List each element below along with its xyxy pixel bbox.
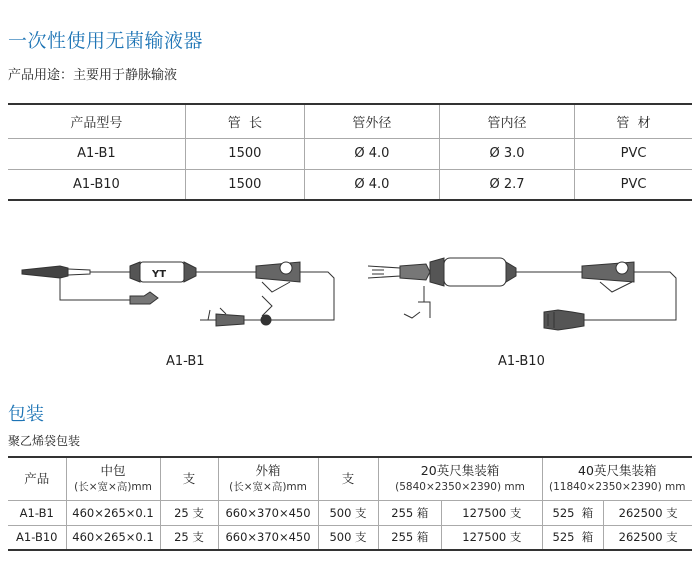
pack-cell: 660×370×450 xyxy=(218,525,318,550)
pack-header-c40 xyxy=(542,457,692,500)
spec-cell: Ø 2.7 xyxy=(439,169,574,200)
pack-cell: 460×265×0.1 xyxy=(66,500,160,525)
spec-header-length: 管 长 xyxy=(185,104,304,138)
figure-caption-right: A1-B10 xyxy=(498,354,545,369)
pack-header-inner-unit: (长×宽×高)mm xyxy=(74,480,152,493)
infusion-set-a1-b1-drawing xyxy=(22,262,334,326)
pack-cell: 25 支 xyxy=(160,525,218,550)
pack-header-pcs2: 支 xyxy=(318,457,378,500)
spec-header-material: 管 材 xyxy=(575,104,692,138)
packaging-header-row xyxy=(8,457,692,500)
pack-cell: 255 箱 xyxy=(378,500,442,525)
pack-cell: 660×370×450 xyxy=(218,500,318,525)
pack-cell: 255 箱 xyxy=(378,525,442,550)
pack-cell: 525 箱 xyxy=(542,500,604,525)
pack-header-outer-label: 外箱 xyxy=(255,462,281,478)
pack-cell: 262500 支 xyxy=(618,530,678,545)
spec-cell: PVC xyxy=(620,176,647,192)
spec-cell: A1-B10 xyxy=(8,169,185,200)
table-row xyxy=(8,500,692,525)
pack-header-outer xyxy=(218,457,318,500)
pack-header-pcs1: 支 xyxy=(160,457,218,500)
pack-cell: 25 支 xyxy=(160,500,218,525)
pack-header-c20-unit: (5840×2350×2390) mm xyxy=(395,480,525,493)
spec-cell: 1500 xyxy=(185,169,304,200)
pack-cell: 500 支 xyxy=(318,500,378,525)
pack-cell: A1-B10 xyxy=(8,525,66,550)
pack-header-outer-unit: (长×宽×高)mm xyxy=(229,480,307,493)
spec-cell: Ø 4.0 xyxy=(304,169,439,200)
pack-header-product: 产品 xyxy=(8,457,66,500)
pack-header-c20 xyxy=(378,457,542,500)
spec-header-od: 管外径 xyxy=(304,104,439,138)
pack-cell: 525 箱 xyxy=(542,525,604,550)
spec-cell: PVC xyxy=(575,138,692,169)
pack-header-c40-label: 40英尺集装箱 xyxy=(578,462,657,478)
spec-cell: A1-B1 xyxy=(8,138,185,169)
pack-cell: 262500 支 xyxy=(604,500,692,525)
spec-cell: Ø 4.0 xyxy=(304,138,439,169)
figure-caption-left: A1-B1 xyxy=(166,354,205,369)
spec-header-model: 产品型号 xyxy=(8,104,185,138)
pack-cell: 500 支 xyxy=(318,525,378,550)
spec-cell: Ø 3.0 xyxy=(439,138,574,169)
chamber-logo: YT xyxy=(152,269,167,280)
table-row xyxy=(8,525,692,550)
packaging-method: 聚乙烯袋包装 xyxy=(8,434,81,448)
spec-header-id: 管内径 xyxy=(439,104,574,138)
product-usage: 产品用途：主要用于静脉输液 xyxy=(8,68,178,83)
pack-header-inner-label: 中包 xyxy=(100,462,126,478)
infusion-set-a1-b10-drawing xyxy=(368,258,676,330)
pack-header-inner xyxy=(66,457,160,500)
spec-cell: 1500 xyxy=(185,138,304,169)
pack-cell: A1-B1 xyxy=(8,500,66,525)
pack-header-c20-label: 20英尺集装箱 xyxy=(420,462,500,478)
pack-cell: 127500 支 xyxy=(442,525,542,550)
pack-cell: 127500 支 xyxy=(442,500,542,525)
page-title: 一次性使用无菌输液器 xyxy=(8,30,204,52)
pack-cell: 460×265×0.1 xyxy=(66,525,160,550)
packaging-section-title: 包装 xyxy=(8,404,44,425)
pack-header-c40-unit: (11840×2350×2390) mm xyxy=(549,480,686,493)
packaging-table xyxy=(8,456,692,551)
